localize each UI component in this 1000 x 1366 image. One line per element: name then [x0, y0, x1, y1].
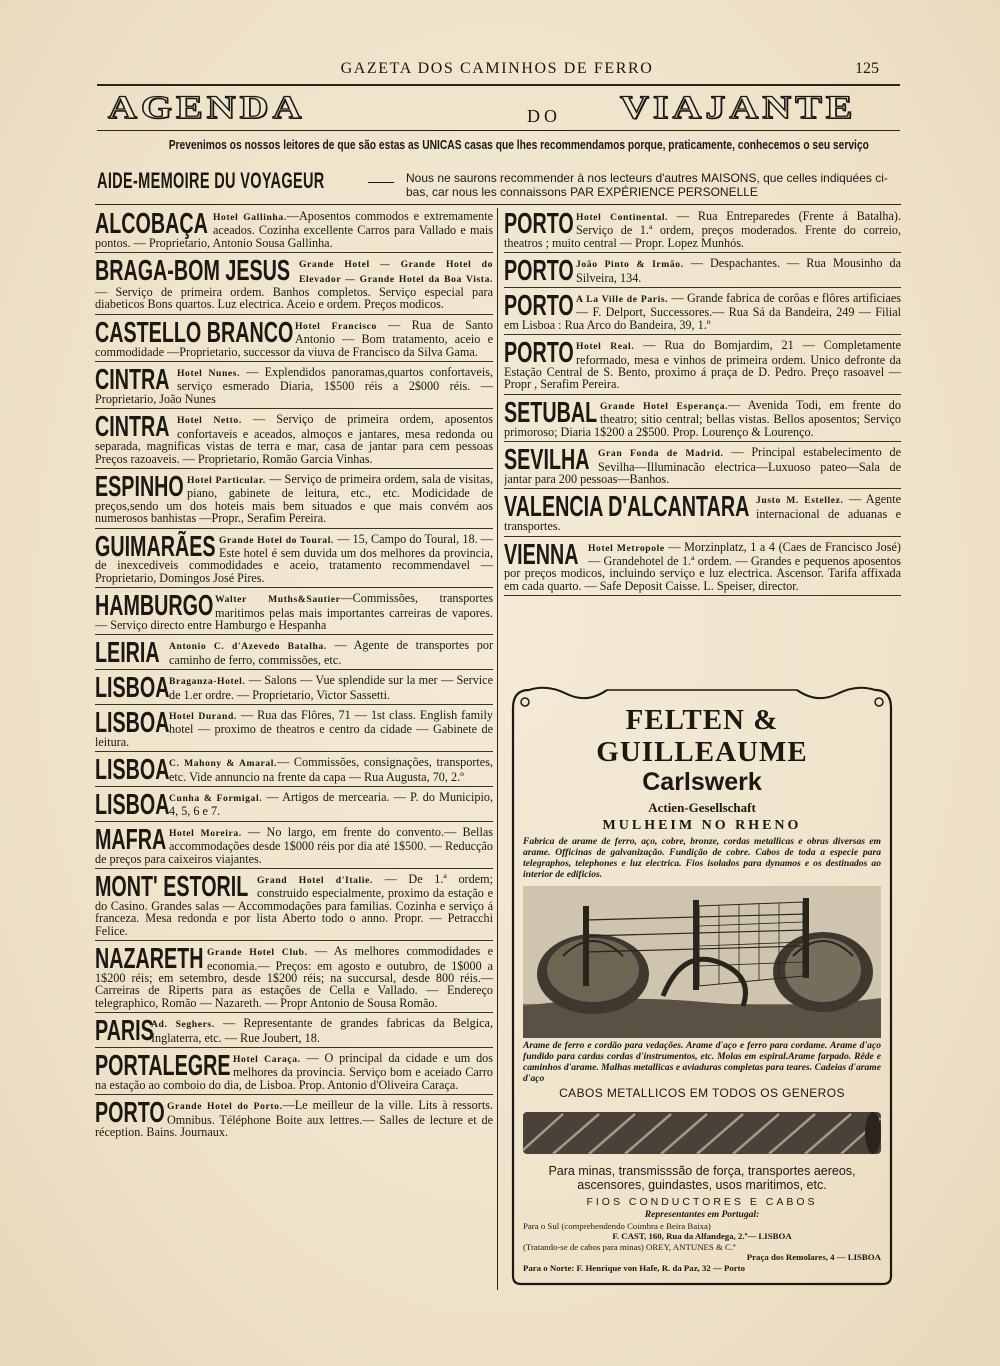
listing-hotel: A La Ville de Paris. — [576, 294, 669, 306]
listing-city: PORTO — [504, 255, 574, 288]
masthead — [100, 88, 900, 130]
ad-rep-line: F. CAST, 160, Rua da Alfandega, 2.º— LISBOA — [612, 1231, 792, 1242]
ad-cables-headline: CABOS METALLICOS EM TODOS OS GENEROS — [559, 1086, 845, 1100]
listing-text: — O principal da cidade e um dos melhores da provincia. Serviço bom e aceiado Carro na estação ao comboio do dia, de Lisboa. Prop. Antonio d'Oliveira Caraça. — [95, 1050, 493, 1092]
ad-rep-line: Para o Norte: F. Henrique von Hafe, R. da Paz, 32 — Porto — [523, 1262, 746, 1273]
listing-text: — Morzinplatz, 1 a 4 (Caes de Francisco José) — Grandehotel de 1.ª ordem. — Grandes e pequenos aposentos por preços modicos, incluindo serviço e luz electrica. Ascensor. Tarifa affixada em cada quarto. — Safe Deposit Caisse. L. Speiser, director. — [504, 539, 901, 593]
header-rule — [97, 84, 900, 86]
listing-hotel: Hotel Particular. — [187, 474, 266, 486]
listing-entry — [95, 590, 493, 635]
listing-city: VIENNA — [504, 538, 579, 571]
listing-hotel: Antonio C. d'Azevedo Batalha. — [169, 641, 327, 653]
listing-entry — [95, 707, 493, 752]
listing-entry — [95, 471, 493, 529]
listing-text: — Salons — Vue splendide sur la mer — Service de 1.er ordre. — Proprietario, Victor Sassetti. — [169, 673, 493, 702]
ad-description-products: Arame de ferro e cordão para vedações. Arame d'aço e ferro para cordame. Arame d'aço fundido para cardas cordas d'instrumentos, etc. Molas em espiral.Arame farpado. Rêde e caminhos d'arame. Malhas metallicas e aviaduras completas para teares. Cadeias d'arame d'aço — [523, 1040, 881, 1084]
ad-rep-line: Para o Sul (comprehendendo Coimbra e Beira Baixa) — [523, 1220, 711, 1231]
listing-text: — Avenida Todi, em frente do theatro; sitio central; bellas vistas. Bellos aposentos; Serviço primoroso; Diaria 1$200 a 2$500. Prop. Lourenço & Lourenço. — [504, 397, 901, 439]
listing-entry — [95, 364, 493, 409]
listing-text: —Le meilleur de la ville. Lits à ressorts. Omnibus. Téléphone Boite aux lettres.— Salles de lecture et de réception. Bains. Journaux. — [95, 1098, 493, 1139]
listing-city: PARIS — [95, 1015, 154, 1048]
column-divider — [497, 208, 498, 1290]
listing-entry — [95, 943, 493, 1013]
listing-city: NAZARETH — [95, 943, 204, 976]
listing-hotel: Grande Hotel do Porto. — [167, 1101, 283, 1113]
ad-rep-line: (Tratando-se de cabos para minas) OREY, ANTUNES & C.ª — [523, 1241, 736, 1252]
listing-entry — [504, 290, 901, 335]
listing-entry — [95, 411, 493, 469]
listing-entry — [95, 672, 493, 705]
listing-city: LISBOA — [95, 754, 170, 787]
listing-hotel: Grande Hotel — Grande Hotel do Elevador — Grande Hotel da Boa Vista. — [299, 259, 493, 285]
listing-hotel: Hotel Francisco — [295, 320, 377, 332]
listing-city: HAMBURGO — [95, 590, 214, 623]
listing-text: — Agente internacional de aduanas e transportes. — [504, 492, 901, 534]
listing-hotel: Hotel Moreira. — [169, 827, 242, 839]
ad-description: Fabrica de arame de ferro, aço, cobre, bronze, cordas metallicas e obras diversas em arame. Officinas de galvanização. Fundição de cobre. Cabos de toda a especie para telegraphos, telephones e luz electrica. Fios isolados para dynamos e os destinados ao interior de edificios. — [523, 836, 881, 880]
listing-city: GUIMARÃES — [95, 530, 216, 563]
listing-hotel: Cunha & Formigal. — [169, 793, 263, 805]
aide-memoire-note: Nous ne saurons recommender à nos lecteurs d'autres MAISONS, que celles indiquées ci-bas, car nous les connaissons PAR EXPÉRIENCE PERSONELLE — [406, 171, 888, 199]
listing-hotel: João Pinto & Irmão. — [576, 259, 684, 271]
masthead-rule — [97, 130, 900, 131]
listing-entry — [95, 637, 493, 670]
listing-text: — Artigos de mercearia. — P. do Municipio, 4, 5, 6 e 7. — [169, 790, 493, 819]
listing-entry — [504, 491, 901, 536]
listing-text: — Rua do Bomjardim, 21 — Completamente reformado, mesa e vinhos de primeira ordem. Unico defronte da Estação Central de S. Bento, proximo á praça de D. Pedro. Preço rasoavel — Propr , Serafim Pereira. — [504, 338, 901, 392]
listing-hotel: Ad. Seghers. — [151, 1019, 215, 1031]
masthead-word-viajante: VIAJANTE — [620, 88, 857, 126]
listing-city: PORTO — [504, 208, 574, 240]
listing-hotel: Hotel Real. — [576, 341, 635, 353]
listing-text: — Despachantes. — Rua Mousinho da Silveira, 134. — [576, 256, 901, 285]
listing-text: — Serviço de primeira ordem, sala de visitas, piano, gabinete de leitura, etc., etc. Modicidade de preços,sendo um dos hoteis mais bem situados e que mais convém aos numerosos banhistas —Propr., Serafim Pereira. — [95, 471, 493, 526]
listing-hotel: Grande Hotel Club. — [207, 947, 308, 959]
listing-text: — Serviço de primeira ordem. Banhos completos. Serviço especial para diabeticos Bons quartos. Luz electrica. Aceio e ordem. Preços modicos. — [95, 285, 493, 312]
listing-city: MAFRA — [95, 823, 167, 856]
listing-entry — [95, 531, 493, 589]
listing-text: — No largo, em frente do convento.— Bellas accommodações desde 1$000 réis por dia até 1$500. — Reducção de preços para caixeiros viajantes. — [95, 824, 493, 866]
journal-title: GAZETA DOS CAMINHOS DE FERRO — [340, 60, 654, 77]
aide-dash — [368, 182, 394, 183]
listing-city: SEVILHA — [504, 444, 590, 477]
ad-reps-title: Representantes em Portugal: — [644, 1209, 760, 1220]
listing-hotel: Hotel Metropole — [588, 542, 665, 554]
listing-hotel: Grand Hotel d'Italie. — [257, 875, 373, 887]
listing-text: — As melhores commodidades e economia.— Preços: em agosto e outubro, de 1$000 a 1$200 réis; em setembro, desde 1$200 réis; na succursal, desde 800 réis.— Carreiras de Riperts para as estações de Cella e Vallado. — Endereço telegraphico, Romão — Nazareth. — Propr Antonio de Sousa Romão. — [95, 944, 493, 1010]
listing-text: — Rua das Flôres, 71 — 1st class. English family hotel — proximo de theatros e centro da cidade — Gabinete de leitura. — [95, 708, 493, 749]
listing-text: — Representante de grandes fabricas da Belgica, Inglaterra, etc. — Rue Joubert, 18. — [151, 1016, 493, 1045]
aide-memoire-title: AIDE-MEMOIRE DU VOYAGEUR — [97, 168, 325, 193]
listing-entry — [95, 824, 493, 869]
listing-city: CINTRA — [95, 364, 170, 397]
listing-city: LISBOA — [95, 672, 170, 705]
listing-entry — [95, 1097, 493, 1141]
listing-text: —Aposentos commodos e extremamente aceados. Cozinha excellente Carros para Vallado e mais pontos. — Proprietario, Antonio Sousa Gallinha. — [95, 209, 493, 250]
listing-hotel: C. Mahony & Amaral. — [169, 758, 278, 770]
listing-hotel: Hotel Nunes. — [177, 368, 241, 380]
listing-entry — [95, 789, 493, 822]
listing-city: ESPINHO — [95, 470, 184, 503]
ad-uses: Para minas, transmisssão de força, transportes aereos, ascensores, guindastes, usos maritimos, etc. — [548, 1164, 856, 1192]
listing-hotel: Hotel Caraça. — [233, 1053, 301, 1065]
listing-city: PORTALEGRE — [95, 1049, 231, 1082]
listing-text: — Explendidos panoramas,quartos confortaveis, serviço esmerado Diaria, 1$500 réis a 2$000 réis. — Proprietario, João Nunes — [95, 365, 493, 406]
listing-entry — [504, 255, 901, 288]
page-number: 125 — [855, 60, 879, 77]
listing-hotel: Gran Fonda de Madrid. — [598, 448, 724, 460]
listing-city: BRAGA-BOM JESUS — [95, 255, 291, 288]
listing-hotel: Walter Muths&Sautier — [215, 594, 341, 606]
listing-entry — [504, 337, 901, 395]
readers-notice: Prevenimos os nossos leitores de que são estas as UNICAS casas que lhes recommendamos porque, praticamente, conhecemos o seu serviço — [168, 138, 869, 152]
listing-entry — [95, 255, 493, 315]
listing-hotel: Hotel Durand. — [169, 711, 237, 722]
listing-city: CINTRA — [95, 411, 170, 444]
ad-representatives — [523, 1210, 881, 1274]
cable-illustration — [523, 1106, 881, 1160]
listing-text: — De 1.ª ordem; construido especialmente, proximo da estação e do Casino. Grandes salas — Accommodações para familias. Cozinha e serviço á franceza. Mesa redonda e por lista Aberto todo o anno. Propr. — Petracchi Felice. — [95, 872, 493, 938]
listing-entry — [95, 1050, 493, 1095]
ad-content — [523, 696, 881, 1274]
listing-hotel: Hotel Netto. — [177, 415, 242, 427]
running-header — [97, 58, 897, 84]
wire-coils-illustration — [523, 886, 881, 1038]
listing-entry — [95, 754, 493, 787]
listing-city: VALENCIA D'ALCANTARA — [504, 491, 750, 524]
ad-firm-name: FELTEN & GUILLEAUME — [596, 704, 808, 768]
listing-text: — Agente de transportes por caminho de ferro, commissões, etc. — [169, 638, 493, 667]
listing-city: SETUBAL — [504, 396, 598, 429]
listing-city: LEIRIA — [95, 637, 160, 670]
listing-hotel: Hotel Gallinha. — [213, 212, 287, 223]
listing-entry — [95, 208, 493, 253]
listing-city: PORTO — [95, 1097, 165, 1130]
listing-city: PORTO — [504, 290, 574, 323]
listing-city: CASTELLO BRANCO — [95, 316, 294, 349]
listing-hotel: Grande Hotel Esperança. — [600, 400, 729, 412]
listing-hotel: Hotel Continental. — [576, 212, 669, 223]
listing-hotel: Braganza-Hotel. — [169, 676, 246, 688]
listing-text: — 15, Campo do Toural, 18. — Este hotel é sem duvida um dos melhores da provincia, de inexcediveis commodidades e aceio, tratamento recommendavel — Proprietario, Domingos José Pires. — [95, 531, 493, 585]
listing-entry — [504, 397, 901, 442]
listing-text: — Rua de Santo Antonio — Bom tratamento, aceio e commodidade —Proprietario, successor da viuva de Francisco da Silva Gama. — [95, 317, 493, 359]
listing-text: — Grande fabrica de corôas e flôres artificiaes — F. Delport, Successores.— Rua Sá da Bandeira, 249 — Filial em Lisboa : Rua Arco do Bandeira, 39, 1.º — [504, 291, 901, 332]
right-column — [504, 208, 901, 598]
listing-city: LISBOA — [95, 789, 170, 822]
ad-rep-line: Praça dos Remolares, 4 — LISBOA — [746, 1252, 881, 1263]
listing-entry — [95, 871, 493, 941]
listing-entry — [504, 444, 901, 489]
listing-entry — [95, 1015, 493, 1048]
listing-entry — [504, 539, 901, 597]
listing-entry — [504, 208, 901, 253]
listing-text: — Commissões, consignações, transportes, etc. Vide annuncio na frente da capa — Rua Augusta, 70, 2.º — [169, 755, 493, 784]
listing-text: — Principal estabelecimento de Sevilha—Illuminacão electrica—Luxuoso pateo—Sala de jantar para 200 pessoas—Banhos. — [504, 445, 901, 486]
ad-wires-headline: FIOS CONDUCTORES E CABOS — [586, 1196, 818, 1208]
ad-place: MULHEIM NO RHENO — [602, 818, 802, 833]
ad-works-name: Carlswerk — [642, 768, 762, 796]
listing-text: —Commissões, transportes maritimos pelas mais importantes carreiras de vapores.— Serviço directo entre Hamburgo e Hespanha — [95, 591, 493, 632]
masthead-word-do: DO — [527, 106, 561, 126]
felten-guilleaume-advertisement — [507, 680, 897, 1290]
listing-city: ALCOBAÇA — [95, 208, 208, 240]
masthead-word-agenda: AGENDA — [108, 88, 306, 126]
listing-city: MONT' ESTORIL — [95, 871, 249, 904]
listing-text: — Rua Entreparedes (Frente á Batalha). Serviço de 1.ª ordem, preços moderados. Frente do correio, theatros ; muito central — Propr. Lopez Munhós. — [504, 209, 901, 250]
listing-city: LISBOA — [95, 707, 170, 739]
section-rule — [95, 204, 901, 205]
listing-hotel: Justo M. Estellez. — [756, 495, 844, 507]
listing-city: PORTO — [504, 337, 574, 370]
ad-company-type: Actien-Gesellschaft — [648, 800, 756, 815]
listing-hotel: Grande Hotel do Toural. — [219, 534, 334, 546]
left-column — [95, 208, 493, 1143]
listing-entry — [95, 317, 493, 362]
listing-text: — Serviço de primeira ordem, aposentos confortaveis e aceados, almoços e jantares, mesa redonda ou separada, magnificas vistas de terra e mar, casa de jantar para cem pessoas Preços razoaveis. — Proprietario, Romão Garcia Vinhas. — [95, 412, 493, 466]
